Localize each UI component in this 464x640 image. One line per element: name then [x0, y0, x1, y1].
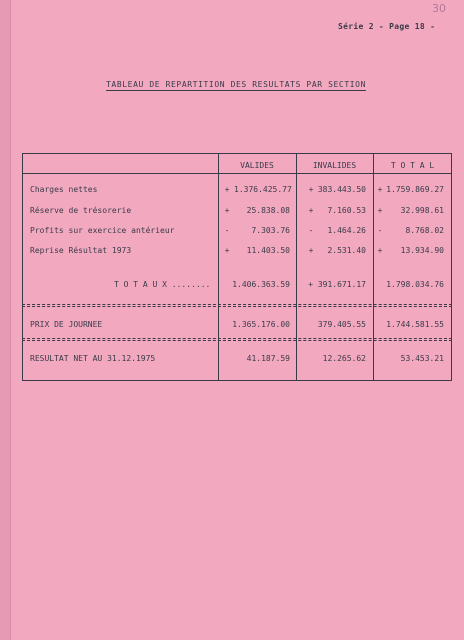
column-header-valides: VALIDES — [240, 161, 274, 170]
separator-dashed — [22, 304, 452, 305]
row-label: Reprise Résultat 1973 — [30, 246, 132, 255]
resultat-invalides: 12.265.62 — [322, 354, 366, 363]
sign: + — [224, 246, 230, 255]
column-header-total: T O T A L — [390, 161, 435, 170]
totaux-valides: 1.406.363.59 — [232, 280, 290, 289]
sign: - — [224, 226, 230, 235]
separator-dashed — [22, 306, 452, 307]
document-title: TABLEAU DE REPARTITION DES RESULTATS PAR SECTION — [106, 80, 366, 89]
sign: + — [377, 206, 383, 215]
sign: + — [224, 185, 230, 194]
cell-valides: 11.403.50 — [246, 246, 290, 255]
col-divider-2 — [296, 153, 297, 381]
cell-total: 8.768.02 — [405, 226, 444, 235]
sign: - — [377, 226, 383, 235]
cell-invalides: 383.443.50 — [317, 185, 366, 194]
cell-total: 13.934.90 — [400, 246, 444, 255]
cell-total: 1.759.869.27 — [386, 185, 444, 194]
prix-total: 1.744.581.55 — [386, 320, 444, 329]
cell-valides: 1.376.425.77 — [234, 185, 292, 194]
table-border-bottom — [22, 380, 452, 381]
resultat-total: 53.453.21 — [400, 354, 444, 363]
col-divider-3 — [373, 153, 374, 381]
left-margin-strip — [0, 0, 10, 640]
separator-dashed — [22, 338, 452, 339]
cell-invalides: 7.160.53 — [327, 206, 366, 215]
resultat-valides: 41.187.59 — [246, 354, 290, 363]
sign: + — [308, 185, 314, 194]
totaux-label: T O T A U X ........ — [114, 280, 211, 289]
page-header: Série 2 - Page 18 - — [338, 22, 436, 31]
handwritten-page-number: 30 — [432, 2, 446, 15]
sign: + — [308, 206, 314, 215]
column-header-invalides: INVALIDES — [312, 161, 357, 170]
sign: + — [377, 246, 383, 255]
separator-dashed — [22, 340, 452, 341]
table-border-left — [22, 153, 23, 381]
sign: + — [224, 206, 230, 215]
row-label: Réserve de trésorerie — [30, 206, 132, 215]
row-label: Charges nettes — [30, 185, 98, 194]
results-table — [22, 153, 452, 381]
table-border-right — [451, 153, 452, 381]
header-underline — [22, 173, 452, 174]
prix-invalides: 379.405.55 — [317, 320, 366, 329]
col-divider-1 — [218, 153, 219, 381]
cell-valides: 25.838.08 — [246, 206, 290, 215]
sign: + — [377, 185, 383, 194]
sign: + — [308, 246, 314, 255]
prix-label: PRIX DE JOURNEE — [30, 320, 103, 329]
left-margin-line — [10, 0, 11, 640]
totaux-total: 1.798.034.76 — [386, 280, 444, 289]
prix-valides: 1.365.176.00 — [232, 320, 290, 329]
cell-total: 32.998.61 — [400, 206, 444, 215]
row-label: Profits sur exercice antérieur — [30, 226, 175, 235]
cell-invalides: 2.531.40 — [327, 246, 366, 255]
resultat-label: RESULTAT NET AU 31.12.1975 — [30, 354, 156, 363]
cell-valides: 7.303.76 — [251, 226, 290, 235]
table-border-top — [22, 153, 452, 154]
sign: - — [308, 226, 314, 235]
cell-invalides: 1.464.26 — [327, 226, 366, 235]
totaux-invalides: + 391.671.17 — [308, 280, 366, 289]
